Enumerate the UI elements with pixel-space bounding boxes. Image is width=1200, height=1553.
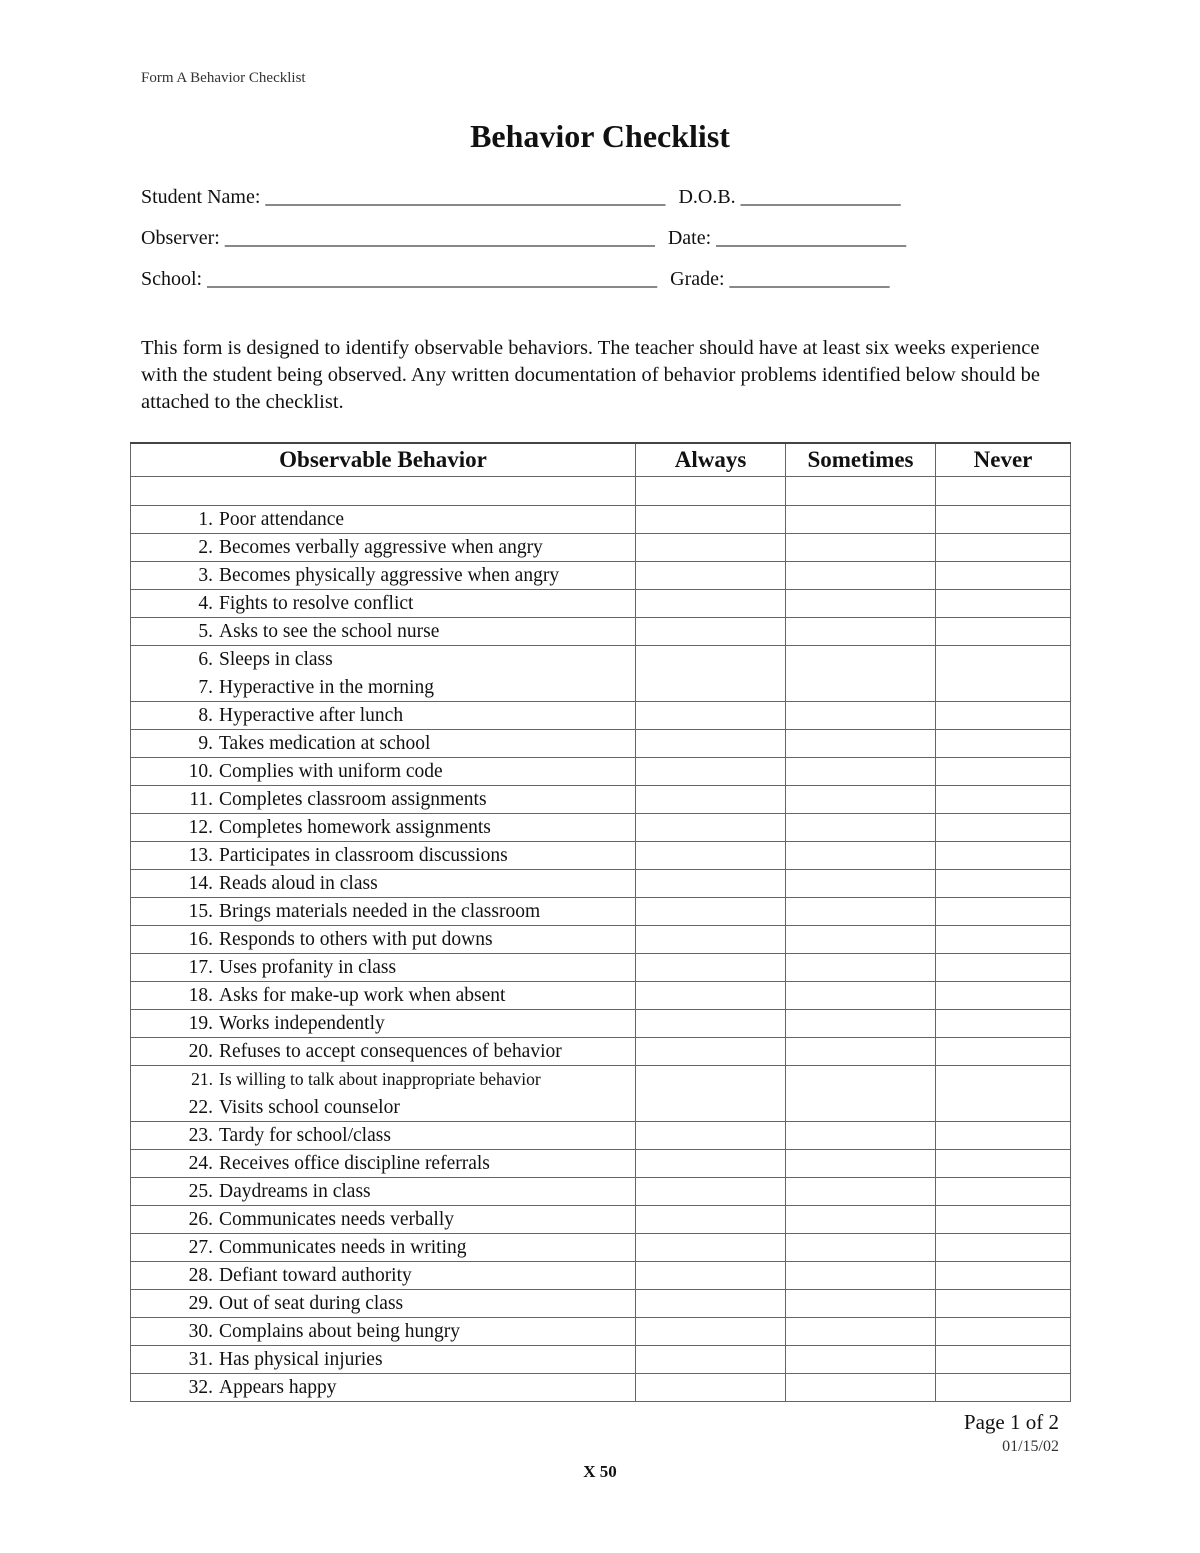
- never-cell[interactable]: [936, 758, 1071, 786]
- behavior-cell: [131, 926, 636, 954]
- behavior-text: Out of seat during class: [219, 1292, 404, 1314]
- sometimes-cell[interactable]: [786, 562, 936, 590]
- sometimes-cell[interactable]: [786, 982, 936, 1010]
- form-date: 01/15/02: [1002, 1438, 1059, 1455]
- always-cell[interactable]: [636, 646, 786, 702]
- behavior-number: 30.: [188, 1320, 213, 1342]
- behavior-line: [175, 1013, 635, 1035]
- behavior-number: 8.: [198, 704, 213, 726]
- behavior-checklist-table: [130, 442, 1071, 1402]
- never-cell[interactable]: [936, 982, 1071, 1010]
- behavior-line: [175, 1125, 635, 1147]
- behavior-line: [175, 761, 635, 783]
- sometimes-cell[interactable]: [786, 1262, 936, 1290]
- student-name-field[interactable]: Student Name: ________________________________________: [141, 186, 666, 208]
- table-row: [131, 1178, 1071, 1206]
- table-row: [131, 1234, 1071, 1262]
- always-cell[interactable]: [636, 730, 786, 758]
- always-cell[interactable]: [636, 954, 786, 982]
- behavior-line: [175, 929, 635, 951]
- behavior-number: 9.: [198, 732, 213, 754]
- behavior-cell: [131, 1178, 636, 1206]
- behavior-text: Communicates needs in writing: [219, 1236, 467, 1258]
- behavior-cell: [131, 534, 636, 562]
- behavior-number: 15.: [188, 900, 213, 922]
- behavior-line: [175, 957, 635, 979]
- behavior-text: Communicates needs verbally: [219, 1208, 455, 1230]
- behavior-line: [175, 873, 635, 895]
- behavior-text: Complains about being hungry: [219, 1320, 461, 1342]
- always-cell[interactable]: [636, 1066, 786, 1122]
- field-row-school: [141, 268, 890, 291]
- table-row: [131, 618, 1071, 646]
- sometimes-cell[interactable]: [786, 1290, 936, 1318]
- behavior-cell: [131, 702, 636, 730]
- spacer-cell: [936, 477, 1071, 506]
- table-row: [131, 646, 1071, 702]
- never-cell[interactable]: [936, 1374, 1071, 1402]
- behavior-text: Participates in classroom discussions: [219, 844, 508, 866]
- behavior-number: 23.: [188, 1124, 213, 1146]
- behavior-number: 21.: [191, 1069, 213, 1089]
- behavior-text: Poor attendance: [219, 508, 345, 530]
- behavior-number: 32.: [188, 1376, 213, 1398]
- sometimes-cell[interactable]: [786, 842, 936, 870]
- behavior-cell: [131, 590, 636, 618]
- behavior-cell: [131, 814, 636, 842]
- behavior-cell: [131, 1122, 636, 1150]
- always-cell[interactable]: [636, 1122, 786, 1150]
- never-cell[interactable]: [936, 1346, 1071, 1374]
- behavior-cell: [131, 1038, 636, 1066]
- school-field[interactable]: School: _____________________________________________: [141, 268, 658, 290]
- behavior-number: 29.: [188, 1292, 213, 1314]
- sometimes-cell[interactable]: [786, 1066, 936, 1122]
- behavior-text: Works independently: [219, 1012, 385, 1034]
- table-row: [131, 1318, 1071, 1346]
- always-cell[interactable]: [636, 1318, 786, 1346]
- table-row: [131, 1374, 1071, 1402]
- behavior-line: [175, 1349, 635, 1371]
- sometimes-cell[interactable]: [786, 1150, 936, 1178]
- never-cell[interactable]: [936, 506, 1071, 534]
- table-row: [131, 1038, 1071, 1066]
- never-cell[interactable]: [936, 534, 1071, 562]
- behavior-cell: [131, 1262, 636, 1290]
- sometimes-cell[interactable]: [786, 702, 936, 730]
- table-row: [131, 562, 1071, 590]
- table-spacer-row: [131, 477, 1071, 506]
- never-cell[interactable]: [936, 954, 1071, 982]
- behavior-text: Completes homework assignments: [219, 816, 491, 838]
- behavior-line: [175, 1066, 635, 1094]
- behavior-number: 26.: [188, 1208, 213, 1230]
- behavior-number: 6.: [198, 649, 213, 670]
- never-cell[interactable]: [936, 814, 1071, 842]
- sometimes-cell[interactable]: [786, 1374, 936, 1402]
- behavior-cell: [131, 562, 636, 590]
- always-cell[interactable]: [636, 618, 786, 646]
- table-row: [131, 814, 1071, 842]
- behavior-cell: [131, 1234, 636, 1262]
- behavior-cell: [131, 786, 636, 814]
- never-cell[interactable]: [936, 1038, 1071, 1066]
- always-cell[interactable]: [636, 1178, 786, 1206]
- behavior-number: 31.: [188, 1348, 213, 1370]
- never-cell[interactable]: [936, 618, 1071, 646]
- always-cell[interactable]: [636, 758, 786, 786]
- always-cell[interactable]: [636, 898, 786, 926]
- always-cell[interactable]: [636, 1206, 786, 1234]
- behavior-cell: [131, 954, 636, 982]
- behavior-text: Completes classroom assignments: [219, 788, 487, 810]
- behavior-cell: [131, 842, 636, 870]
- never-cell[interactable]: [936, 842, 1071, 870]
- behavior-line: [175, 817, 635, 839]
- behavior-text: Becomes verbally aggressive when angry: [219, 536, 543, 558]
- never-cell[interactable]: [936, 1122, 1071, 1150]
- behavior-text: Complies with uniform code: [219, 760, 443, 782]
- behavior-number: 14.: [188, 872, 213, 894]
- header-sometimes: Sometimes: [786, 443, 936, 477]
- behavior-number: 11.: [189, 788, 213, 810]
- date-field[interactable]: Date: ___________________: [667, 227, 907, 249]
- table-row: [131, 758, 1071, 786]
- behavior-cell: [131, 870, 636, 898]
- table-row: [131, 534, 1071, 562]
- table-row: [131, 590, 1071, 618]
- spacer-cell: [636, 477, 786, 506]
- behavior-number: 22.: [188, 1096, 213, 1118]
- behavior-line: [175, 733, 635, 755]
- sometimes-cell[interactable]: [786, 534, 936, 562]
- behavior-cell: [131, 646, 636, 702]
- behavior-line: [175, 674, 635, 702]
- behavior-line: [175, 1321, 635, 1343]
- never-cell[interactable]: [936, 646, 1071, 702]
- behavior-text: Refuses to accept consequences of behavior: [219, 1040, 562, 1062]
- table-row: [131, 786, 1071, 814]
- behavior-number: 27.: [188, 1236, 213, 1258]
- table-row: [131, 842, 1071, 870]
- header-always: Always: [636, 443, 786, 477]
- behavior-number: 25.: [188, 1180, 213, 1202]
- behavior-text: Becomes physically aggressive when angry: [219, 564, 560, 586]
- behavior-cell: [131, 1290, 636, 1318]
- never-cell[interactable]: [936, 1318, 1071, 1346]
- sometimes-cell[interactable]: [786, 590, 936, 618]
- sometimes-cell[interactable]: [786, 1178, 936, 1206]
- behavior-cell: [131, 1010, 636, 1038]
- behavior-cell: [131, 1318, 636, 1346]
- sometimes-cell[interactable]: [786, 506, 936, 534]
- behavior-text: Uses profanity in class: [219, 956, 397, 978]
- sometimes-cell[interactable]: [786, 1318, 936, 1346]
- always-cell[interactable]: [636, 870, 786, 898]
- behavior-line: [175, 901, 635, 923]
- behavior-cell: [131, 618, 636, 646]
- table-row: [131, 730, 1071, 758]
- table-row: [131, 1150, 1071, 1178]
- behavior-cell: [131, 506, 636, 534]
- behavior-line: [175, 537, 635, 559]
- never-cell[interactable]: [936, 898, 1071, 926]
- page-number: Page 1 of 2: [963, 1410, 1059, 1434]
- behavior-line: [175, 1153, 635, 1175]
- never-cell[interactable]: [936, 786, 1071, 814]
- behavior-number: 28.: [188, 1264, 213, 1286]
- behavior-text: Tardy for school/class: [219, 1124, 391, 1146]
- behavior-cell: [131, 1066, 636, 1122]
- behavior-cell: [131, 1374, 636, 1402]
- table-row: [131, 1262, 1071, 1290]
- always-cell[interactable]: [636, 534, 786, 562]
- never-cell[interactable]: [936, 870, 1071, 898]
- behavior-cell: [131, 982, 636, 1010]
- behavior-line: [175, 646, 635, 674]
- behavior-line: [175, 1265, 635, 1287]
- form-tag: Form A Behavior Checklist: [141, 70, 306, 86]
- never-cell[interactable]: [936, 1150, 1071, 1178]
- behavior-line: [175, 705, 635, 727]
- behavior-line: [175, 1209, 635, 1231]
- table-row: [131, 1066, 1071, 1122]
- sometimes-cell[interactable]: [786, 646, 936, 702]
- behavior-number: 10.: [188, 760, 213, 782]
- behavior-number: 3.: [198, 564, 213, 586]
- table-row: [131, 898, 1071, 926]
- sometimes-cell[interactable]: [786, 618, 936, 646]
- spacer-cell: [786, 477, 936, 506]
- behavior-cell: [131, 898, 636, 926]
- behavior-cell: [131, 1346, 636, 1374]
- behavior-number: 12.: [188, 816, 213, 838]
- behavior-number: 7.: [198, 676, 213, 698]
- always-cell[interactable]: [636, 1290, 786, 1318]
- header-never: Never: [936, 443, 1071, 477]
- always-cell[interactable]: [636, 786, 786, 814]
- never-cell[interactable]: [936, 926, 1071, 954]
- behavior-number: 24.: [188, 1152, 213, 1174]
- table-row: [131, 1122, 1071, 1150]
- behavior-text: Sleeps in class: [219, 649, 333, 670]
- behavior-cell: [131, 730, 636, 758]
- behavior-line: [175, 789, 635, 811]
- behavior-line: [175, 1377, 635, 1399]
- always-cell[interactable]: [636, 1374, 786, 1402]
- sometimes-cell[interactable]: [786, 1234, 936, 1262]
- behavior-text: Receives office discipline referrals: [219, 1152, 490, 1174]
- footer-code: X 50: [583, 1462, 617, 1481]
- behavior-text: Hyperactive in the morning: [219, 676, 434, 698]
- header-observable-behavior: Observable Behavior: [131, 443, 636, 477]
- never-cell[interactable]: [936, 702, 1071, 730]
- always-cell[interactable]: [636, 982, 786, 1010]
- never-cell[interactable]: [936, 1066, 1071, 1122]
- never-cell[interactable]: [936, 1010, 1071, 1038]
- table-row: [131, 954, 1071, 982]
- table-row: [131, 1206, 1071, 1234]
- behavior-number: 5.: [198, 620, 213, 642]
- always-cell[interactable]: [636, 702, 786, 730]
- behavior-text: Is willing to talk about inappropriate behavior: [219, 1069, 541, 1089]
- behavior-number: 17.: [188, 956, 213, 978]
- behavior-line: [175, 1237, 635, 1259]
- dob-field[interactable]: D.O.B. ________________: [678, 186, 901, 208]
- sometimes-cell[interactable]: [786, 954, 936, 982]
- behavior-text: Fights to resolve conflict: [219, 592, 414, 614]
- behavior-text: Visits school counselor: [219, 1096, 400, 1118]
- sometimes-cell[interactable]: [786, 870, 936, 898]
- behavior-text: Asks for make-up work when absent: [219, 984, 506, 1006]
- behavior-line: [175, 985, 635, 1007]
- behavior-text: Asks to see the school nurse: [219, 620, 440, 642]
- behavior-number: 13.: [188, 844, 213, 866]
- intro-paragraph: This form is designed to identify observable behaviors. The teacher should have at least six weeks experience with the student being observed. Any written documentation of behavior problems identified below should be attached to the checklist.: [141, 337, 1040, 413]
- behavior-text: Daydreams in class: [219, 1180, 371, 1202]
- table-row: [131, 1346, 1071, 1374]
- behavior-number: 18.: [188, 984, 213, 1006]
- never-cell[interactable]: [936, 1262, 1071, 1290]
- sometimes-cell[interactable]: [786, 1206, 936, 1234]
- sometimes-cell[interactable]: [786, 730, 936, 758]
- sometimes-cell[interactable]: [786, 1038, 936, 1066]
- behavior-cell: [131, 1150, 636, 1178]
- never-cell[interactable]: [936, 1234, 1071, 1262]
- table-row: [131, 1290, 1071, 1318]
- never-cell[interactable]: [936, 1290, 1071, 1318]
- behavior-cell: [131, 1206, 636, 1234]
- behavior-line: [175, 621, 635, 643]
- always-cell[interactable]: [636, 1262, 786, 1290]
- never-cell[interactable]: [936, 590, 1071, 618]
- sometimes-cell[interactable]: [786, 814, 936, 842]
- behavior-text: Appears happy: [219, 1376, 337, 1398]
- behavior-line: [175, 565, 635, 587]
- always-cell[interactable]: [636, 1346, 786, 1374]
- behavior-number: 2.: [198, 536, 213, 558]
- spacer-cell: [131, 477, 636, 506]
- always-cell[interactable]: [636, 1150, 786, 1178]
- observer-field[interactable]: Observer: ___________________________________________: [141, 227, 655, 249]
- behavior-cell: [131, 758, 636, 786]
- always-cell[interactable]: [636, 562, 786, 590]
- always-cell[interactable]: [636, 814, 786, 842]
- always-cell[interactable]: [636, 1234, 786, 1262]
- table-row: [131, 702, 1071, 730]
- behavior-number: 16.: [188, 928, 213, 950]
- behavior-text: Defiant toward authority: [219, 1264, 412, 1286]
- behavior-number: 20.: [188, 1040, 213, 1062]
- field-row-student: [141, 186, 901, 209]
- behavior-text: Brings materials needed in the classroom: [219, 900, 541, 922]
- behavior-line: [175, 1293, 635, 1315]
- sometimes-cell[interactable]: [786, 926, 936, 954]
- behavior-text: Responds to others with put downs: [219, 928, 493, 950]
- always-cell[interactable]: [636, 926, 786, 954]
- never-cell[interactable]: [936, 562, 1071, 590]
- always-cell[interactable]: [636, 1010, 786, 1038]
- behavior-text: Has physical injuries: [219, 1348, 383, 1370]
- sometimes-cell[interactable]: [786, 1122, 936, 1150]
- sometimes-cell[interactable]: [786, 758, 936, 786]
- sometimes-cell[interactable]: [786, 1010, 936, 1038]
- behavior-text: Reads aloud in class: [219, 872, 378, 894]
- always-cell[interactable]: [636, 1038, 786, 1066]
- page-title: Behavior Checklist: [470, 118, 730, 154]
- behavior-line: [175, 593, 635, 615]
- behavior-text: Takes medication at school: [219, 732, 431, 754]
- table-row: [131, 506, 1071, 534]
- field-row-observer: [141, 227, 906, 250]
- never-cell[interactable]: [936, 1206, 1071, 1234]
- behavior-line: [175, 845, 635, 867]
- behavior-number: 4.: [198, 592, 213, 614]
- table-header-row: [131, 443, 1071, 477]
- always-cell[interactable]: [636, 506, 786, 534]
- table-row: [131, 982, 1071, 1010]
- always-cell[interactable]: [636, 842, 786, 870]
- behavior-number: 19.: [188, 1012, 213, 1034]
- table-row: [131, 870, 1071, 898]
- behavior-line: [175, 1181, 635, 1203]
- sometimes-cell[interactable]: [786, 786, 936, 814]
- behavior-number: 1.: [198, 508, 213, 530]
- table-row: [131, 926, 1071, 954]
- behavior-text: Hyperactive after lunch: [219, 704, 404, 726]
- behavior-line: [175, 509, 635, 531]
- never-cell[interactable]: [936, 730, 1071, 758]
- always-cell[interactable]: [636, 590, 786, 618]
- grade-field[interactable]: Grade: ________________: [670, 268, 890, 290]
- never-cell[interactable]: [936, 1178, 1071, 1206]
- table-row: [131, 1010, 1071, 1038]
- behavior-line: [175, 1094, 635, 1122]
- sometimes-cell[interactable]: [786, 1346, 936, 1374]
- sometimes-cell[interactable]: [786, 898, 936, 926]
- behavior-line: [175, 1041, 635, 1063]
